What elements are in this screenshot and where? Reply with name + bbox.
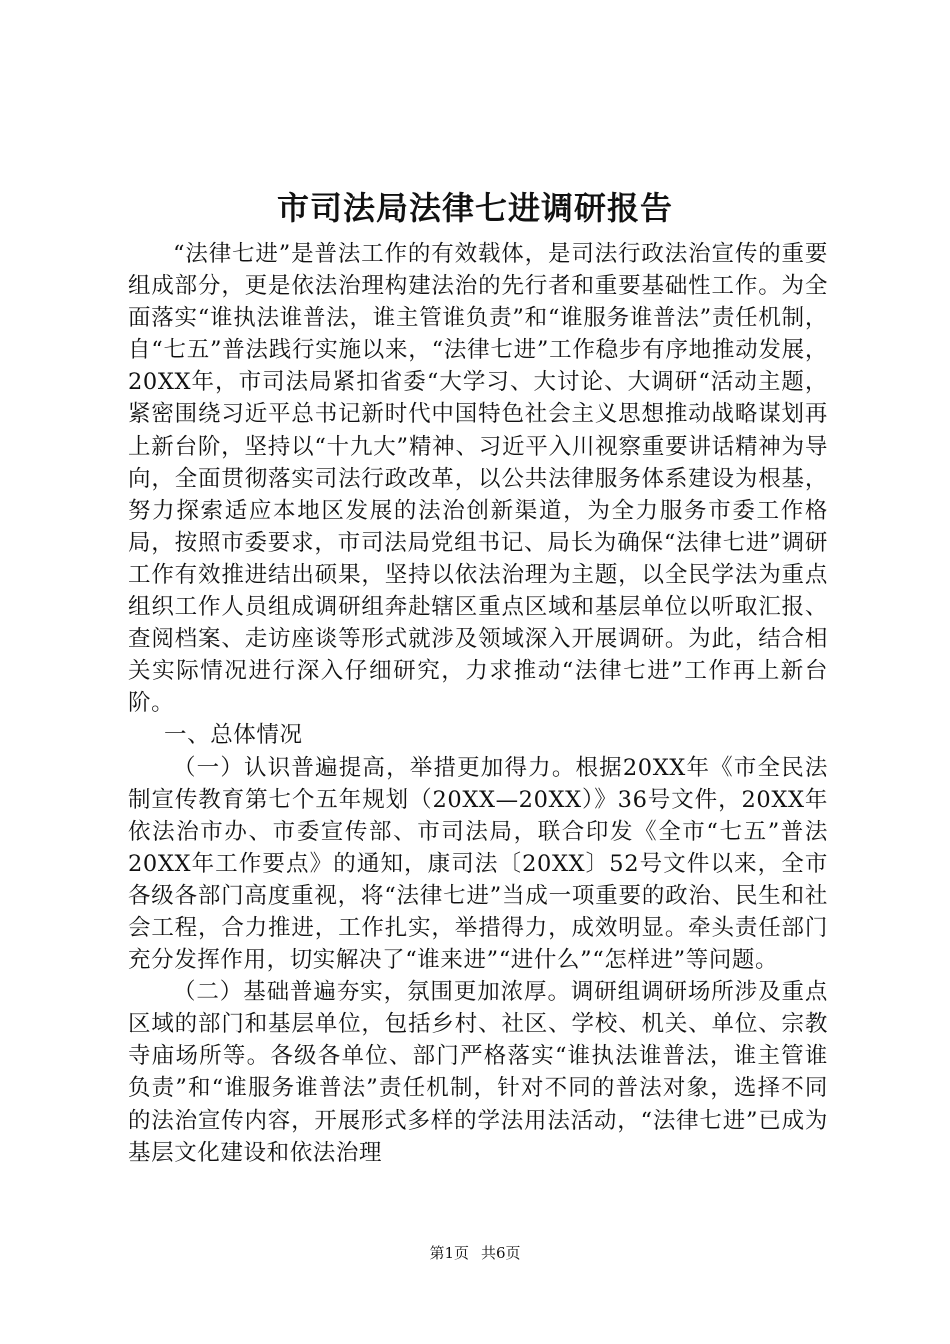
page-number: 第1页 [429, 1244, 469, 1262]
page-footer [0, 1243, 950, 1263]
document-title: 市司法局法律七进调研报告 [276, 189, 673, 227]
intro-paragraph: “法律七进”是普法工作的有效载体，是司法行政法治宣传的重要组成部分，更是依法治理构建法治的先行者和重要基础性工作。为全面落实“谁执法谁普法，谁主管谁负责”和“谁服务谁普法”责任机制，自“七五”普法践行实施以来，“法律七进”工作稳步有序地推动发展，20XX年，市司法局紧扣省委“大学习、大讨论、大调研“活动主题，紧密围绕习近平总书记新时代中国特色社会主义思想推动战略谋划再上新台阶，坚持以“十九大”精神、习近平入川视察重要讲话精神为导向，全面贯彻落实司法行政改革，以公共法律服务体系建设为根基，努力探索适应本地区发展的法治创新渠道，为全力服务市委工作格局，按照市委要求，市司法局党组书记、局长为确保“法律七进”调研工作有效推进结出硕果，坚持以依法治理为主题，以全民学法为重点组织工作人员组成调研组奔赴辖区重点区域和基层单位以听取汇报、查阅档案、走访座谈等形式就涉及领域深入开展调研。为此，结合相关实际情况进行深入仔细研究，力求推动“法律七进”工作再上新台阶。 [128, 241, 828, 717]
paragraph-subsection-1: （一）认识普遍提高，举措更加得力。根据20XX年《市全民法制宣传教育第七个五年规划（20XX—20XX）》36号文件，20XX年依法治市办、市委宣传部、市司法局，联合印发《全市“七五”普法20XX年工作要点》的通知，康司法〔20XX〕52号文件以来，全市各级各部门高度重视，将“法律七进”当成一项重要的政治、民生和社会工程，合力推进，工作扎实，举措得力，成效明显。牵头责任部门充分发挥作用，切实解决了“谁来进”“进什么”“怎样进”等问题。 [128, 754, 828, 974]
page-total: 共6页 [481, 1244, 521, 1262]
document-body [128, 238, 828, 1169]
section-heading-overview: 一、总体情况 [164, 722, 303, 749]
paragraph-subsection-2: （二）基础普遍夯实，氛围更加浓厚。调研组调研场所涉及重点区域的部门和基层单位，包括乡村、社区、学校、机关、单位、宗教寺庙场所等。各级各单位、部门严格落实“谁执法谁普法，谁主管谁负责”和“谁服务谁普法”责任机制，针对不同的普法对象，选择不同的法治宣传内容，开展形式多样的学法用法活动，“法律七进”已成为基层文化建设和依法治理 [128, 979, 828, 1166]
